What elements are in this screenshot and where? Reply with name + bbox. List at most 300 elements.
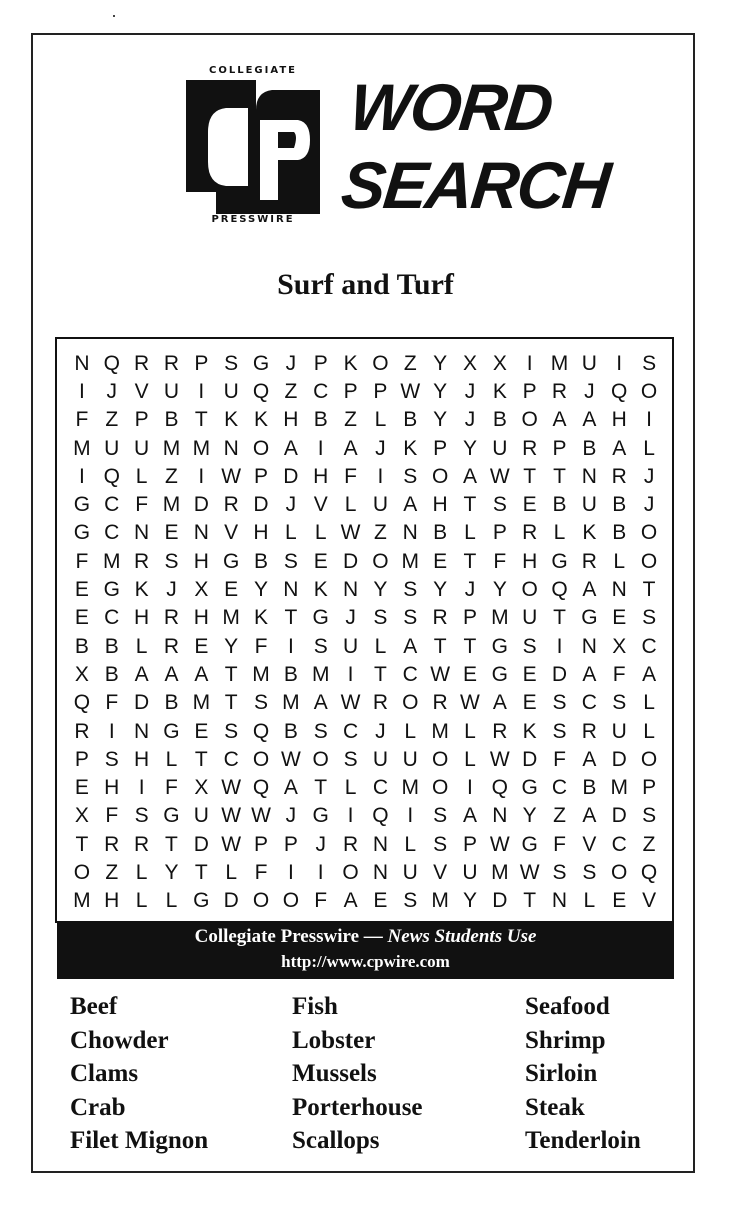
word-item: Porterhouse [292,1093,423,1121]
grid-letter: O [640,379,658,403]
grid-letter: N [611,578,627,602]
grid-letter: A [582,747,597,771]
grid-letter: R [134,351,150,375]
grid-letter: S [552,691,567,715]
grid-letter: P [134,408,149,432]
grid-letter: U [402,861,418,885]
grid-letter: S [134,804,149,828]
grid-letter: O [640,747,658,771]
grid-letter: I [526,351,533,375]
grid-letter: J [315,832,326,856]
grid-letter: P [343,379,358,403]
grid-letter: C [313,379,329,403]
grid-letter: O [431,776,449,800]
grid-letter: N [74,351,90,375]
grid-letter: O [252,889,270,913]
grid-letter: B [313,408,328,432]
grid-letter: T [553,606,566,630]
grid-letter: F [254,861,268,885]
grid-letter: O [312,747,329,771]
grid-letter: M [252,662,270,686]
grid-letter: M [491,606,509,630]
grid-letter: N [134,521,150,545]
banner-tagline [57,926,674,948]
grid-letter: E [74,776,89,800]
grid-letter: O [640,549,658,573]
grid-letter: C [551,776,568,800]
grid-letter: A [582,408,597,432]
grid-letter: B [492,408,507,432]
grid-letter: T [463,493,477,517]
grid-letter: N [372,861,388,885]
grid-letter: I [198,464,205,488]
letter-grid-box [55,337,674,923]
grid-letter: R [432,606,448,630]
word-column-2 [292,990,423,1158]
grid-letter: A [283,436,298,460]
grid-letter: S [403,578,418,602]
grid-letter: M [401,549,420,573]
grid-letter: X [74,662,89,686]
grid-letter: Q [611,379,628,403]
grid-letter: H [432,493,448,517]
grid-letter: E [164,521,179,545]
grid-letter: A [283,776,298,800]
grid-letter: T [224,691,238,715]
grid-letter: S [164,549,179,573]
footer-banner [57,923,674,979]
grid-letter: Y [164,861,179,885]
grid-letter: W [519,861,540,885]
grid-letter: O [252,436,270,460]
grid-letter: O [73,861,91,885]
grid-letter: B [254,549,269,573]
grid-letter: B [433,521,448,545]
logo-top-text: COLLEGIATE [209,65,297,76]
grid-letter: L [165,747,178,771]
header [186,62,613,227]
grid-letter: G [491,634,508,658]
grid-letter: R [581,549,597,573]
grid-letter: G [491,662,508,686]
grid-letter: N [551,889,568,913]
grid-letter: L [314,521,327,545]
grid-letter: E [373,889,388,913]
grid-letter: P [492,521,507,545]
grid-letter: M [491,861,509,885]
grid-letter: C [641,634,657,658]
grid-letter: X [194,578,209,602]
grid-letter: L [464,521,476,545]
grid-letter: C [342,719,359,743]
grid-letter: N [402,521,418,545]
grid-letter: A [582,662,597,686]
grid-letter: D [342,549,359,573]
grid-letter: S [403,464,418,488]
grid-letter: R [163,351,180,375]
word-item: Seafood [525,993,610,1020]
grid-letter: R [522,521,538,545]
grid-letter: K [343,351,358,375]
grid-letter: D [611,804,627,828]
grid-letter: B [104,662,119,686]
grid-letter: C [402,662,418,686]
grid-letter: S [642,804,657,828]
grid-letter: Z [105,408,119,432]
grid-letter: T [194,747,208,771]
banner-slogan: News Students Use [387,926,537,947]
grid-letter: H [253,521,269,545]
grid-letter: K [134,578,149,602]
grid-letter: I [79,464,85,488]
grid-letter: U [611,719,627,743]
grid-letter: B [283,662,298,686]
grid-letter: Q [252,379,270,403]
grid-letter: K [254,606,269,630]
grid-letter: U [402,747,418,771]
grid-letter: A [462,804,477,828]
grid-letter: W [489,464,510,488]
grid-letter: C [611,832,627,856]
grid-letter: A [343,436,358,460]
grid-letter: B [612,521,627,545]
grid-letter: O [402,691,419,715]
grid-letter: G [73,521,91,545]
grid-letter: U [581,351,597,375]
grid-letter: E [522,662,537,686]
grid-letter: K [522,719,537,743]
grid-letter: M [73,436,91,460]
word-item: Scallops [292,1127,380,1155]
grid-letter: H [104,889,120,913]
grid-letter: R [522,436,538,460]
grid-letter: Q [372,804,389,828]
grid-letter: S [582,861,597,885]
grid-letter: S [254,691,269,715]
grid-letter: J [285,351,297,375]
grid-letter: Q [103,464,120,488]
grid-letter: M [192,691,211,715]
grid-letter: J [345,606,356,630]
grid-letter: P [522,379,537,403]
grid-letter: U [163,379,180,403]
grid-letter: F [553,832,566,856]
grid-letter: R [104,832,120,856]
grid-letter: A [194,662,209,686]
grid-letter: S [642,351,657,375]
grid-letter: J [106,379,118,403]
grid-letter: M [431,889,449,913]
grid-letter: I [317,861,324,885]
grid-letter: V [134,379,149,403]
grid-letter: V [224,521,239,545]
grid-letter: H [611,408,627,432]
grid-letter: I [317,436,324,460]
grid-letter: N [492,804,508,828]
grid-letter: R [611,464,627,488]
grid-letter: Q [252,719,270,743]
grid-letter: F [314,889,328,913]
grid-letter: Q [491,776,508,800]
grid-letter: S [403,889,418,913]
grid-letter: L [135,861,148,885]
grid-letter: S [104,747,119,771]
grid-letter: U [372,493,388,517]
grid-letter: O [521,578,538,602]
grid-letter: T [75,832,89,856]
grid-letter: Q [103,351,120,375]
grid-letter: M [610,776,628,800]
word-item: Clams [70,1060,139,1088]
grid-letter: B [582,436,597,460]
grid-letter: P [283,832,298,856]
grid-letter: U [372,747,388,771]
grid-letter: J [285,493,297,517]
grid-letter: C [104,493,120,517]
grid-letter: A [462,464,477,488]
grid-letter: Z [284,379,298,403]
logo-bottom-text: PRESSWIRE [211,214,295,225]
grid-letter: P [313,351,328,375]
grid-letter: G [193,889,210,913]
grid-letter: D [492,889,508,913]
grid-letter: A [582,578,597,602]
grid-letter: Y [433,351,448,375]
grid-letter: W [221,464,242,488]
word-item: Crab [70,1093,126,1121]
grid-letter: L [135,889,148,913]
grid-letter: T [523,889,537,913]
grid-letter: D [522,747,538,771]
grid-letter: S [492,493,507,517]
grid-letter: F [553,747,566,771]
grid-letter: I [198,379,205,403]
grid-letter: B [403,408,418,432]
grid-letter: Y [433,379,448,403]
grid-letter: V [642,889,657,913]
banner-url: http://www.cpwire.com [281,952,450,971]
grid-letter: P [194,351,209,375]
grid-letter: A [164,662,179,686]
grid-letter: N [581,634,597,658]
grid-letter: C [223,747,239,771]
grid-letter: D [611,747,627,771]
grid-letter: P [254,832,269,856]
grid-letter: K [403,436,418,460]
grid-letter: L [344,776,357,800]
grid-letter: L [643,436,655,460]
grid-letter: P [74,747,89,771]
grid-letter: M [550,351,569,375]
grid-letter: F [75,549,89,573]
grid-letter: V [313,493,328,517]
grid-letter: T [463,634,477,658]
word-item: Chowder [70,1026,169,1054]
grid-letter: Q [551,578,568,602]
grid-letter: W [221,832,242,856]
grid-letter: J [464,408,476,432]
grid-letter: W [430,662,451,686]
grid-letter: L [613,549,626,573]
grid-letter: S [552,861,567,885]
grid-letter: O [372,351,389,375]
grid-letter: E [313,549,328,573]
grid-letter: Z [165,464,178,488]
grid-letter: T [165,832,178,856]
puzzle-title: Surf and Turf [277,268,454,301]
grid-letter: A [582,804,597,828]
grid-letter: A [612,436,627,460]
grid-letter: J [375,719,386,743]
grid-letter: J [584,379,595,403]
grid-letter: J [166,578,177,602]
grid-letter: J [464,578,476,602]
grid-letter: S [522,634,537,658]
word-search-title [338,68,621,224]
grid-letter: D [223,889,239,913]
grid-letter: M [401,776,420,800]
grid-letter: G [521,832,538,856]
grid-letter: S [283,549,298,573]
grid-letter: R [432,691,448,715]
word-item: Tenderloin [525,1127,641,1155]
grid-letter: E [433,549,448,573]
grid-letter: N [342,578,359,602]
grid-letter: G [312,804,329,828]
grid-letter: G [73,493,91,517]
grid-letter: G [223,549,240,573]
grid-letter: U [193,804,209,828]
grid-letter: E [74,606,89,630]
grid-letter: L [464,747,476,771]
grid-letter: L [583,889,596,913]
grid-letter: C [104,521,120,545]
word-item: Beef [70,993,118,1020]
grid-letter: Y [433,578,448,602]
grid-letter: S [642,606,657,630]
grid-letter: B [582,776,597,800]
grid-letter: S [433,832,448,856]
grid-letter: W [489,747,510,771]
grid-letter: Y [373,578,388,602]
grid-letter: A [552,408,567,432]
grid-letter: T [194,861,208,885]
grid-letter: O [282,889,300,913]
banner-brand: Collegiate Presswire — [194,926,388,947]
grid-letter: B [74,634,89,658]
grid-letter: E [74,578,89,602]
grid-letter: L [135,634,148,658]
grid-letter: E [522,493,537,517]
grid-letter: Y [492,578,507,602]
grid-letter: O [521,408,538,432]
grid-letter: T [374,662,387,686]
grid-letter: S [343,747,358,771]
grid-letter: I [347,804,354,828]
grid-letter: N [223,436,239,460]
grid-letter: W [221,776,242,800]
grid-letter: H [134,747,150,771]
grid-letter: C [104,606,120,630]
grid-letter: H [193,606,209,630]
grid-letter: J [464,379,476,403]
grid-letter: B [283,719,298,743]
grid-letter: D [193,832,209,856]
grid-letter: X [74,804,89,828]
grid-letter: S [552,719,567,743]
grid-letter: L [135,464,148,488]
grid-letter: A [313,691,328,715]
grid-letter: W [460,691,480,715]
grid-letter: M [192,436,211,460]
scan-speck [113,15,115,17]
grid-letter: L [165,889,178,913]
grid-letter: L [225,861,238,885]
grid-letter: F [135,493,149,517]
grid-letter: K [582,521,597,545]
grid-letter: G [581,606,598,630]
grid-letter: M [162,493,181,517]
grid-letter: H [134,606,150,630]
grid-letter: U [342,634,359,658]
grid-letter: F [105,691,119,715]
grid-letter: V [433,861,448,885]
grid-letter: U [522,606,538,630]
grid-letter: D [283,464,299,488]
grid-letter: L [285,521,297,545]
grid-letter: L [404,719,417,743]
word-item: Shrimp [525,1026,606,1054]
grid-letter: O [342,861,359,885]
grid-letter: W [340,691,361,715]
grid-letter: C [581,691,597,715]
grid-letter: Z [642,832,656,856]
grid-letter: I [467,776,473,800]
grid-letter: L [553,521,566,545]
cp-logo-icon [186,80,320,214]
grid-letter: H [104,776,120,800]
grid-letter: J [643,464,655,488]
grid-letter: L [374,634,387,658]
grid-letter: D [253,493,269,517]
grid-letter: R [223,493,239,517]
grid-letter: I [646,408,652,432]
grid-letter: Y [224,634,239,658]
grid-letter: U [223,379,239,403]
grid-letter: D [193,493,209,517]
grid-letter: T [194,408,208,432]
grid-letter: B [164,691,179,715]
grid-letter: A [343,889,358,913]
grid-letter: O [611,861,628,885]
word-item: Sirloin [525,1060,598,1088]
grid-letter: R [134,832,150,856]
grid-letter: B [552,493,567,517]
grid-letter: T [284,606,298,630]
title-line-1: WORD [346,70,555,144]
grid-letter: G [163,719,180,743]
grid-letter: W [340,521,361,545]
word-column-1 [70,990,208,1158]
grid-letter: X [462,351,477,375]
grid-letter: T [314,776,328,800]
grid-letter: E [522,691,537,715]
grid-letter: N [372,832,388,856]
grid-letter: V [582,832,597,856]
grid-letter: A [492,691,507,715]
grid-letter: A [403,493,418,517]
title-line-2: SEARCH [338,148,613,222]
